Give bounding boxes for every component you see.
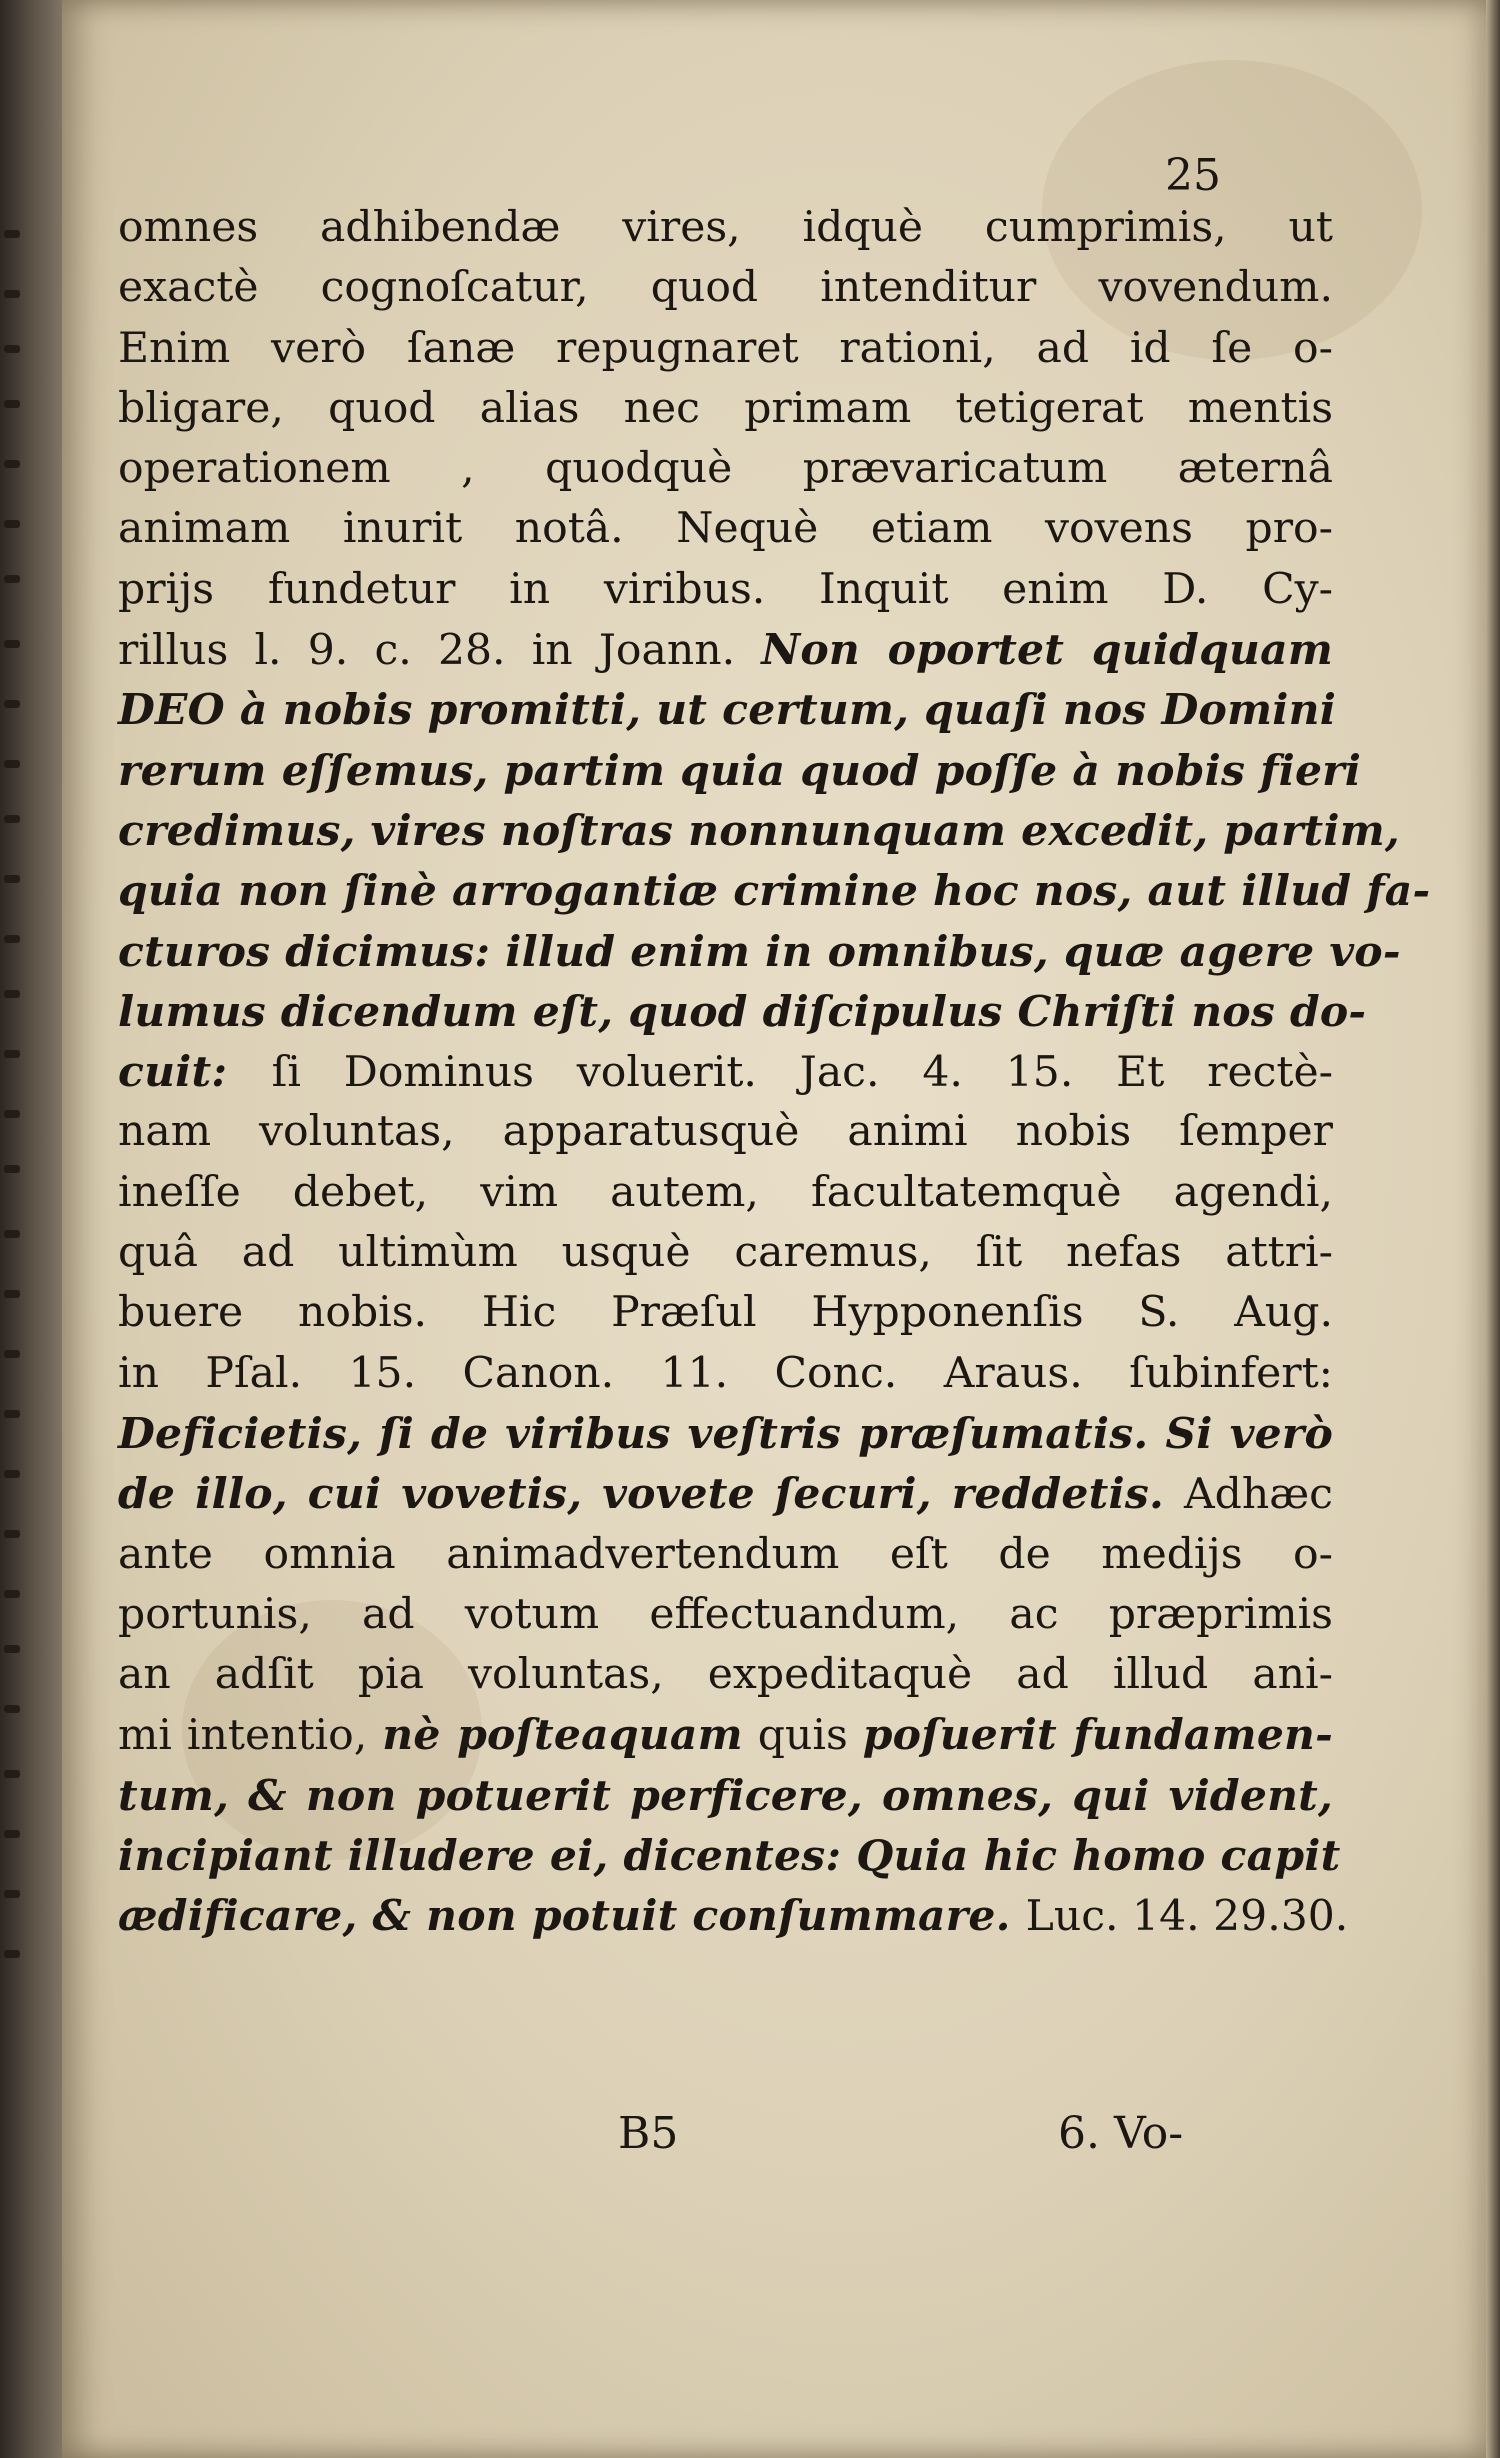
text-segment: prijs fundetur in viribus. Inquit enim D. Cy- — [118, 564, 1333, 614]
text-segment: an adſit pia voluntas, expeditaquè ad illud ani- — [118, 1650, 1333, 1700]
italic-text-segment: incipiant illudere ei, dicentes: Quia hic homo capit — [118, 1831, 1341, 1882]
facing-page-ink-mark — [4, 290, 20, 298]
text-segment: omnes adhibendæ vires, idquè cumprimis, ut — [118, 203, 1333, 252]
facing-page-ink-mark — [4, 1645, 20, 1653]
facing-page-ink-mark — [4, 760, 20, 768]
italic-text-segment: lumus dicendum eſt, quod diſcipulus Chriſti nos do- — [118, 986, 1367, 1037]
page-right-edge — [1486, 0, 1500, 2458]
text-segment: mi intentio, — [118, 1711, 383, 1761]
text-segment: rillus l. 9. c. 28. in Joann. — [118, 626, 762, 676]
text-line — [118, 801, 1400, 861]
facing-page-ink-mark — [4, 1410, 20, 1418]
text-line — [118, 198, 1333, 258]
text-line — [118, 1102, 1333, 1162]
text-segment: nam voluntas, apparatusquè animi nobis ſemper — [118, 1107, 1333, 1157]
italic-text-segment: rerum eſſemus, partim quia quod poſſe à nobis fieri — [118, 745, 1362, 796]
facing-page-ink-mark — [4, 1950, 20, 1958]
text-segment: exactè cognoſcatur, quod intenditur vovendum. — [118, 263, 1333, 313]
facing-page-ink-mark — [4, 1590, 20, 1598]
text-segment: bligare, quod alias nec primam tetigerat mentis — [118, 383, 1333, 433]
facing-page-ink-mark — [4, 1470, 20, 1478]
facing-page-ink-mark — [4, 1050, 20, 1058]
text-line — [118, 1163, 1333, 1223]
italic-text-segment: cturos dicimus: illud enim in omnibus, quæ agere vo- — [118, 926, 1401, 977]
text-line — [118, 1283, 1333, 1343]
text-segment: quâ ad ultimùm usquè caremus, ſit nefas attri- — [118, 1228, 1333, 1278]
text-segment: operationem , quodquè prævaricatum æternâ — [118, 444, 1333, 494]
facing-page-ink-mark — [4, 700, 20, 708]
facing-page-ink-mark — [4, 1350, 20, 1358]
catchword: 6. Vo- — [1058, 2108, 1184, 2159]
facing-page-ink-mark — [4, 460, 20, 468]
text-line — [118, 620, 1333, 680]
italic-text-segment: poſuerit fundamen- — [862, 1710, 1333, 1761]
facing-page-ink-mark — [4, 520, 20, 528]
italic-text-segment: DEO à nobis promitti, ut certum, quaſi nos Domini — [118, 685, 1337, 736]
text-line — [118, 1464, 1333, 1524]
facing-page-ink-mark — [4, 1705, 20, 1713]
facing-page-ink-mark — [4, 230, 20, 238]
facing-page-ink-mark — [4, 1530, 20, 1538]
text-line — [118, 1645, 1333, 1705]
text-line — [118, 1585, 1333, 1645]
printer-signature-mark: B5 — [618, 2108, 679, 2159]
page-footer — [118, 2108, 1333, 2168]
text-segment: ante omnia animadvertendum eſt de medijs o- — [118, 1529, 1333, 1579]
italic-text-segment: de illo, cui vovetis, vovete ſecuri, reddetis. — [118, 1469, 1184, 1520]
text-segment: in Pſal. 15. Canon. 11. Conc. Araus. ſubinfert: — [118, 1348, 1333, 1398]
facing-page-ink-mark — [4, 640, 20, 648]
text-line — [118, 560, 1333, 620]
italic-text-segment: tum, & non potuerit perficere, omnes, qui vident, — [118, 1770, 1333, 1821]
text-line — [118, 1705, 1333, 1765]
text-segment: Adhæc — [1183, 1470, 1333, 1520]
facing-page-ink-mark — [4, 1890, 20, 1898]
text-line — [118, 379, 1333, 439]
text-segment: quis — [742, 1711, 863, 1761]
italic-text-segment: quia non ſinè arrogantiæ crimine hoc nos, aut illud fa- — [118, 866, 1431, 917]
facing-page-ink-mark — [4, 1830, 20, 1838]
text-line — [118, 499, 1333, 559]
facing-page-ink-mark — [4, 1165, 20, 1173]
facing-page-ink-mark — [4, 1770, 20, 1778]
text-segment: Luc. 14. 29.30. — [1025, 1892, 1349, 1942]
text-line — [118, 1525, 1333, 1585]
facing-page-ink-mark — [4, 1230, 20, 1238]
text-line — [118, 741, 1362, 801]
text-segment: Enim verò ſanæ repugnaret rationi, ad id ſe o- — [118, 323, 1333, 373]
text-line — [118, 258, 1333, 318]
facing-page-ink-mark — [4, 815, 20, 823]
text-line — [118, 680, 1337, 740]
facing-page-ink-mark — [4, 935, 20, 943]
body-text — [118, 198, 1431, 1947]
page-number: 25 — [1165, 150, 1221, 201]
italic-text-segment: credimus, vires noſtras nonnunquam excedit, partim, — [118, 805, 1400, 856]
facing-page-ink-mark — [4, 1110, 20, 1118]
text-line — [118, 1766, 1333, 1826]
text-line — [118, 1344, 1333, 1404]
facing-page-edge — [0, 0, 70, 2458]
facing-page-ink-mark — [4, 345, 20, 353]
italic-text-segment: Deficietis, ſi de viribus veſtris præſumatis. Si verò — [118, 1408, 1333, 1459]
text-line — [118, 439, 1333, 499]
facing-page-ink-mark — [4, 575, 20, 583]
facing-page-ink-mark — [4, 875, 20, 883]
text-line — [118, 1826, 1341, 1886]
text-line — [118, 1223, 1333, 1283]
text-segment: portunis, ad votum effectuandum, ac præprimis — [118, 1589, 1333, 1639]
italic-text-segment: ædificare, & non potuit conſummare. — [118, 1891, 1026, 1942]
italic-text-segment: cuit: — [118, 1047, 272, 1098]
text-line — [118, 319, 1333, 379]
text-line — [118, 922, 1401, 982]
text-line — [118, 1042, 1333, 1102]
facing-page-ink-mark — [4, 400, 20, 408]
italic-text-segment: Non oportet quidquam — [761, 625, 1333, 676]
text-line — [118, 861, 1431, 921]
text-line — [118, 982, 1367, 1042]
text-segment: animam inurit notâ. Nequè etiam vovens pro- — [118, 504, 1333, 554]
facing-page-ink-mark — [4, 990, 20, 998]
text-segment: buere nobis. Hic Præſul Hypponenſis S. Aug. — [118, 1288, 1333, 1338]
text-segment: ineſſe debet, vim autem, facultatemquè agendi, — [118, 1167, 1333, 1217]
text-line — [118, 1886, 1349, 1946]
facing-page-ink-mark — [4, 1290, 20, 1298]
text-segment: ſi Dominus voluerit. Jac. 4. 15. Et rectè- — [271, 1048, 1333, 1098]
italic-text-segment: nè poſteaquam — [382, 1710, 743, 1761]
text-line — [118, 1404, 1333, 1464]
